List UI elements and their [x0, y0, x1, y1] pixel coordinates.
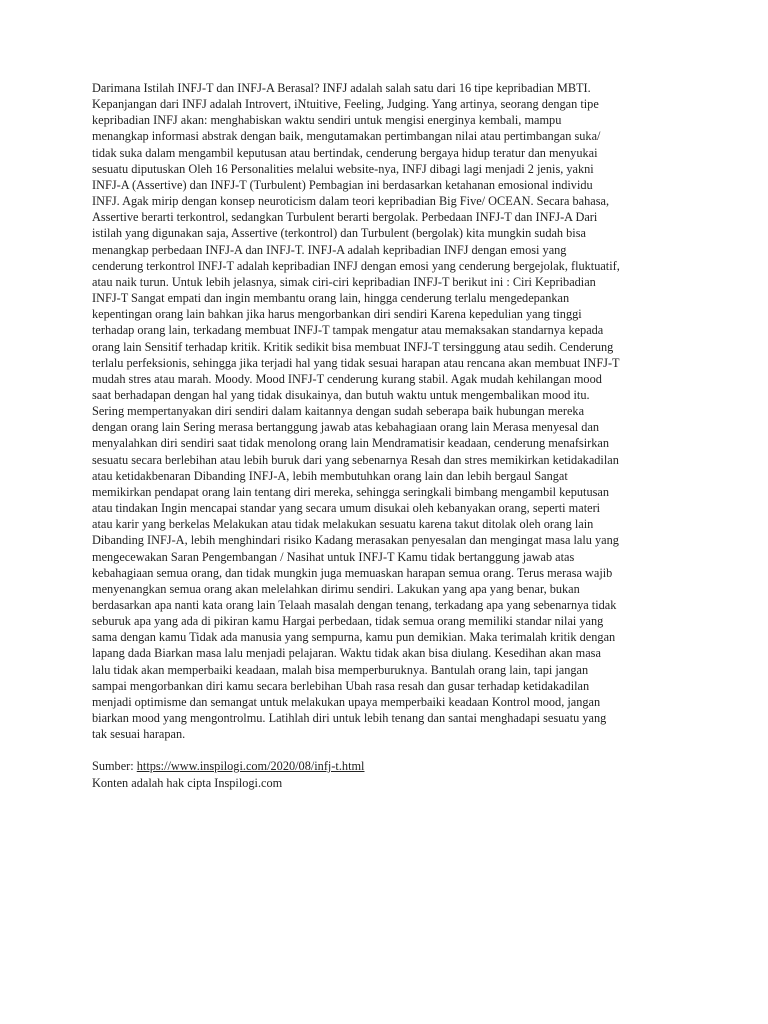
text-line: saat berhadapan dengan hal yang tidak disukainya, dan butuh waktu untuk mengembalikan mood itu.	[92, 387, 590, 402]
text-line: menjadi optimisme dan semangat untuk melakukan upaya memperbaiki keadaan Kontrol mood, jangan	[92, 694, 601, 709]
document-body	[92, 80, 692, 791]
text-line: INFJ-A (Assertive) dan INFJ-T (Turbulent) Pembagian ini berdasarkan ketahanan emosional individu	[92, 177, 593, 192]
text-line: terhadap orang lain, terkadang membuat INFJ-T tampak mengatur atau memaksakan standarnya kepada	[92, 323, 604, 338]
text-line: Kepanjangan dari INFJ adalah Introvert, iNtuitive, Feeling, Judging. Yang artinya, seorang dengan tipe	[92, 97, 599, 112]
text-line: INFJ-T Sangat empati dan ingin membantu orang lain, hingga cenderung terlalu mengedepankan	[92, 291, 570, 306]
text-line: kebahagiaan semua orang, dan tidak mungkin juga memuaskan harapan semua orang. Terus merasa wajib	[92, 565, 613, 580]
text-line: atau naik turun. Untuk lebih jelasnya, simak ciri-ciri kepribadian INFJ-T berikut ini : Ciri Kepribadian	[92, 274, 596, 289]
text-line: kepribadian INFJ akan: menghabiskan waktu sendiri untuk mengisi energinya kembali, mampu	[92, 113, 562, 128]
text-line: menyenangkan semua orang akan melelahkan dirimu sendiri. Lakukan yang apa yang benar, bukan	[92, 581, 580, 596]
text-line: dengan orang lain Sering merasa bertanggung jawab atas kebahagiaan orang lain Merasa menyesal dan	[92, 420, 600, 435]
text-line: lapang dada Biarkan masa lalu menjadi pelajaran. Waktu tidak akan bisa diulang. Kesedihan akan masa	[92, 646, 601, 661]
copyright-notice: Konten adalah hak cipta Inspilogi.com	[92, 775, 283, 790]
text-line: seburuk apa yang ada di pikiran kamu Hargai perbedaan, tidak semua orang memiliki standar nilai yang	[92, 614, 604, 629]
text-line: atau tindakan Ingin mencapai standar yang secara umum disukai oleh kebanyakan orang, seperti materi	[92, 501, 601, 516]
text-line: istilah yang digunakan saja, Assertive (terkontrol) dan Turbulent (bergolak) kita mungkin sudah bisa	[92, 226, 586, 241]
text-line: menyalahkan diri sendiri saat tidak menolong orang lain Mendramatisir keadaan, cenderung menafsirkan	[92, 436, 609, 451]
text-line: mengecewakan Saran Pengembangan / Nasihat untuk INFJ-T Kamu tidak bertanggung jawab atas	[92, 549, 575, 564]
source-line	[92, 758, 692, 774]
text-line: menangkap perbedaan INFJ-A dan INFJ-T. INFJ-A adalah kepribadian INFJ dengan emosi yang	[92, 242, 567, 257]
text-line: terlalu perfeksionis, sehingga jika terjadi hal yang tidak sesuai harapan atau rencana akan membuat INFJ-T	[92, 355, 620, 370]
paragraph-gap	[92, 742, 692, 758]
text-line: orang lain Sensitif terhadap kritik. Kritik sedikit bisa membuat INFJ-T tersinggung atau sedih. Cenderung	[92, 339, 614, 354]
text-line: biarkan mood yang mengontrolmu. Latihlah diri untuk lebih tenang dan santai menghadapi sesuatu yang	[92, 711, 607, 726]
text-line: Dibanding INFJ-A, lebih menghindari risiko Kadang merasakan penyesalan dan mengingat masa lalu yang	[92, 533, 619, 548]
text-line: atau ketidakbenaran Dibanding INFJ-A, lebih membutuhkan orang lain dan lebih bergaul Sangat	[92, 468, 568, 483]
text-line: sesuatu diputuskan Oleh 16 Personalities melalui website-nya, INFJ dibagi lagi menjadi 2 jenis, yakni	[92, 161, 594, 176]
text-line: Darimana Istilah INFJ-T dan INFJ-A Berasal? INFJ adalah salah satu dari 16 tipe kepribadian MBTI.	[92, 81, 591, 95]
source-label: Sumber:	[92, 759, 137, 774]
text-line: lalu tidak akan memperbaiki keadaan, malah bisa memperburuknya. Bantulah orang lain, tapi jangan	[92, 662, 589, 677]
text-line: INFJ. Agak mirip dengan konsep neuroticism dalam teori kepribadian Big Five/ OCEAN. Secara bahasa,	[92, 194, 610, 209]
text-line: cenderung terkontrol INFJ-T adalah kepribadian INFJ dengan emosi yang cenderung bergejolak, fluktuatif,	[92, 258, 620, 273]
text-line: sesuatu secara berlebihan atau lebih buruk dari yang sebenarnya Resah dan stres memikirkan ketidakadilan	[92, 452, 619, 467]
text-line: tidak suka dalam mengambil keputusan atau bertindak, cenderung bergaya hidup teratur dan menyukai	[92, 145, 598, 160]
text-line: berdasarkan apa nanti kata orang lain Telaah masalah dengan tenang, terkadang apa yang sebenarnya tidak	[92, 598, 617, 612]
text-line: sama dengan kamu Tidak ada manusia yang sempurna, kamu pun demikian. Maka terimalah kritik dengan	[92, 630, 616, 645]
article-text	[92, 80, 692, 742]
text-line: tak sesuai harapan.	[92, 727, 186, 742]
text-line: Assertive berarti terkontrol, sedangkan Turbulent berarti bergolak. Perbedaan INFJ-T dan INFJ-A Dari	[92, 210, 598, 225]
source-link[interactable]: https://www.inspilogi.com/2020/08/infj-t.html	[136, 759, 365, 774]
text-line: mudah stres atau marah. Moody. Mood INFJ-T cenderung kurang stabil. Agak mudah kehilangan mood	[92, 371, 602, 386]
text-line: kepentingan orang lain bahkan jika harus mengorbankan diri sendiri Karena kepedulian yang tinggi	[92, 307, 582, 322]
text-line: sampai mengorbankan diri kamu secara berlebihan Ubah rasa resah dan gusar terhadap ketidakadilan	[92, 678, 590, 693]
text-line: atau karir yang berkelas Melakukan atau tidak melakukan sesuatu karena takut ditolak oleh orang lain	[92, 517, 594, 532]
text-line: Sering mempertanyakan diri sendiri dalam kaitannya dengan sudah seberapa baik hubungan mereka	[92, 404, 585, 419]
text-line: menangkap informasi abstrak dengan baik, mengutamakan pertimbangan nilai atau pertimbangan suka/	[92, 129, 601, 144]
text-line: memikirkan pendapat orang lain tentang diri mereka, sehingga seringkali bimbang mengambil keputusan	[92, 484, 610, 499]
